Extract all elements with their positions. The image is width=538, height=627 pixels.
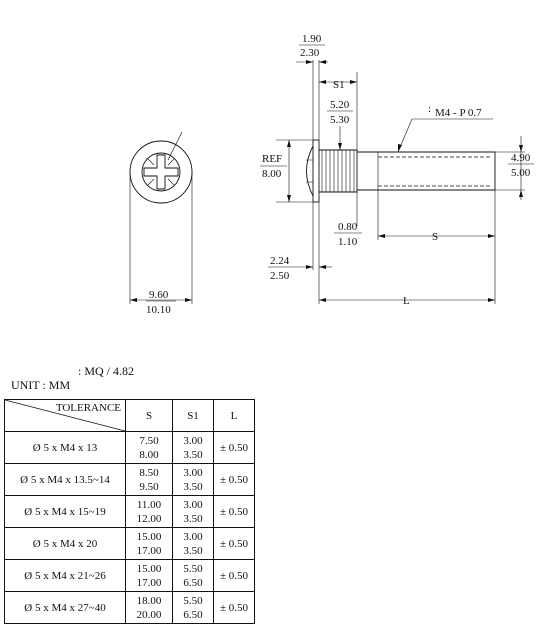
s-cell: 7.50 8.00 xyxy=(126,432,173,464)
header-s: S xyxy=(126,400,173,432)
header-l: L xyxy=(214,400,255,432)
s1-cell: 5.50 6.50 xyxy=(173,592,214,624)
cross-recess-icon xyxy=(144,155,178,189)
l-cell: ± 0.50 xyxy=(214,496,255,528)
flange-min-label: 2.24 xyxy=(270,255,290,267)
material-label: : MQ / 4.82 xyxy=(78,364,135,378)
l-cell: ± 0.50 xyxy=(214,560,255,592)
shank-min-label: 4.90 xyxy=(511,152,531,164)
diameter-min-label: 9.60 xyxy=(149,289,169,301)
spec-cell: Ø 5 x M4 x 21~26 xyxy=(5,560,126,592)
spec-cell: Ø 5 x M4 x 20 xyxy=(5,528,126,560)
spec-cell: Ø 5 x M4 x 27~40 xyxy=(5,592,126,624)
diameter-max-label: 10.10 xyxy=(146,304,171,316)
head-thickness-min-label: 1.90 xyxy=(302,33,322,45)
header-tolerance-label: TOLERANCE xyxy=(55,402,121,414)
head-dome xyxy=(307,146,314,196)
arrow-head xyxy=(185,298,192,302)
s1-label: S1 xyxy=(333,79,345,91)
s1-cell: 3.00 3.50 xyxy=(173,528,214,560)
table-row xyxy=(5,432,255,464)
l-dimension-label: L xyxy=(403,295,410,307)
s-cell: 15.00 17.00 xyxy=(126,528,173,560)
s-cell: 11.00 12.00 xyxy=(126,496,173,528)
s1-cell: 3.00 3.50 xyxy=(173,496,214,528)
head-thickness-max-label: 2.30 xyxy=(300,47,320,59)
head-flange xyxy=(313,140,319,202)
s1-cell: 3.00 3.50 xyxy=(173,432,214,464)
spec-cell: Ø 5 x M4 x 13 xyxy=(5,432,126,464)
tolerance-table xyxy=(4,399,255,624)
ref-value-label: 8.00 xyxy=(262,168,282,180)
head-inner-circle xyxy=(142,153,180,191)
l-cell: ± 0.50 xyxy=(214,592,255,624)
flange-max-label: 2.50 xyxy=(270,270,290,282)
s1-cell: 5.50 6.50 xyxy=(173,560,214,592)
l-cell: ± 0.50 xyxy=(214,432,255,464)
l-cell: ± 0.50 xyxy=(214,528,255,560)
s1-cell: 3.00 3.50 xyxy=(173,464,214,496)
table-row xyxy=(5,560,255,592)
material-value: MQ / 4.82 xyxy=(84,364,135,378)
table-row xyxy=(5,464,255,496)
s-cell: 15.00 17.00 xyxy=(126,560,173,592)
header-s1: S1 xyxy=(173,400,214,432)
table-header-row xyxy=(5,400,255,432)
neck-min-label: 0.80 xyxy=(338,221,358,233)
knurl-min-label: 5.20 xyxy=(330,99,350,111)
header-tolerance xyxy=(5,400,126,432)
l-cell: ± 0.50 xyxy=(214,464,255,496)
spec-cell: Ø 5 x M4 x 15~19 xyxy=(5,496,126,528)
shank-max-label: 5.00 xyxy=(511,167,531,179)
table-row xyxy=(5,496,255,528)
thread-spec-label: M4 - P 0.7 xyxy=(435,107,482,119)
front-view xyxy=(130,132,192,316)
svg-text::: : xyxy=(428,103,432,115)
s-dimension-label: S xyxy=(432,231,439,243)
ref-label: REF xyxy=(262,153,283,165)
table-row xyxy=(5,592,255,624)
s-cell: 8.50 9.50 xyxy=(126,464,173,496)
neck-max-label: 1.10 xyxy=(338,236,358,248)
unit-label: UNIT : MM xyxy=(11,378,71,392)
knurled-section xyxy=(319,150,357,192)
side-view xyxy=(260,33,534,307)
table-row xyxy=(5,528,255,560)
knurl-max-label: 5.30 xyxy=(330,114,350,126)
head-outer-circle xyxy=(130,141,192,203)
spec-cell: Ø 5 x M4 x 13.5~14 xyxy=(5,464,126,496)
arrow-head xyxy=(130,298,137,302)
leader-line xyxy=(168,132,182,160)
s-cell: 18.00 20.00 xyxy=(126,592,173,624)
